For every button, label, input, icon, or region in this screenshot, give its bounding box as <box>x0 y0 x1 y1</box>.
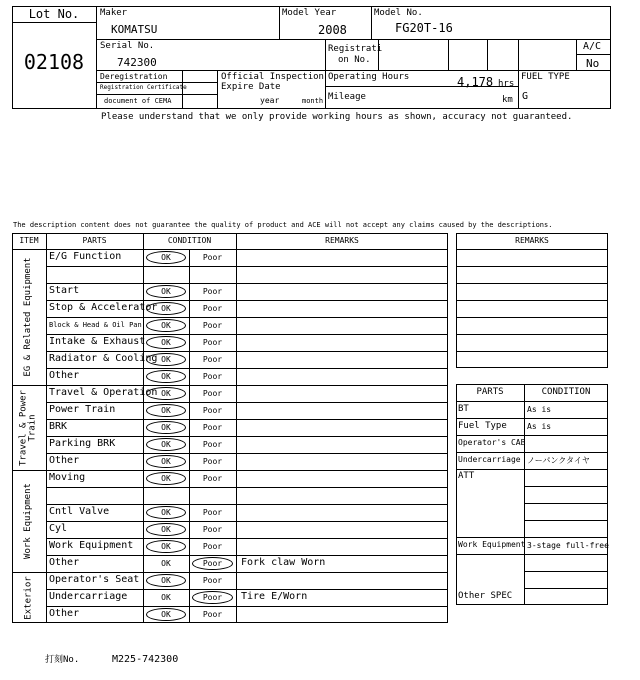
ok-option[interactable]: OK <box>161 525 171 534</box>
ok-option[interactable]: OK <box>161 304 171 313</box>
side-part-condition: ノーパンクタイヤ <box>527 456 590 465</box>
registration-label-2: on No. <box>338 55 371 65</box>
poor-option[interactable]: Poor <box>202 355 223 364</box>
poor-option[interactable]: Poor <box>202 338 223 347</box>
poor-option[interactable]: Poor <box>202 321 223 330</box>
part-name: Undercarriage <box>49 591 128 602</box>
side-remarks-header: REMARKS <box>515 236 549 245</box>
km-unit: km <box>502 95 513 105</box>
selected-circle <box>146 251 186 264</box>
part-name: Block & Head & Oil Pan <box>49 321 142 329</box>
side-part-condition: 3-stage full-free <box>527 541 609 550</box>
table-row <box>46 419 448 436</box>
ok-option[interactable]: OK <box>161 610 171 619</box>
selected-circle <box>146 285 186 298</box>
selected-circle <box>146 353 186 366</box>
selected-circle <box>146 523 186 536</box>
poor-option[interactable]: Poor <box>202 440 223 449</box>
registration-cert-label: Registration Certificate <box>100 84 187 91</box>
part-name: Power Train <box>49 404 116 415</box>
side-part-name: Fuel Type <box>458 421 507 431</box>
table-row <box>46 283 448 300</box>
selected-circle <box>192 557 233 570</box>
selected-circle <box>146 506 186 519</box>
ok-option[interactable]: OK <box>161 593 171 602</box>
table-row <box>46 606 448 623</box>
poor-option[interactable]: Poor <box>202 525 223 534</box>
ok-option[interactable]: OK <box>161 440 171 449</box>
group-label: Work Equipment <box>23 483 33 559</box>
table-row <box>46 266 448 283</box>
part-name: Work Equipment <box>49 540 134 551</box>
selected-circle <box>146 472 186 485</box>
ok-option[interactable]: OK <box>161 406 171 415</box>
poor-option[interactable]: Poor <box>202 508 223 517</box>
inspection-label-2: Expire Date <box>221 82 281 92</box>
ac-label: A/C <box>583 41 602 52</box>
ok-option[interactable]: OK <box>161 576 171 585</box>
side-part-name: BT <box>458 404 469 414</box>
ok-option[interactable]: OK <box>161 355 171 364</box>
part-name: Radiator & Cooling <box>49 353 158 364</box>
maker-label: Maker <box>100 8 128 18</box>
selected-circle <box>146 455 186 468</box>
table-row <box>46 453 448 470</box>
ok-option[interactable]: OK <box>161 253 171 262</box>
table-row <box>46 470 448 487</box>
table-row <box>46 521 448 538</box>
serial-label: Serial No. <box>100 41 155 51</box>
model-year-label: Model Year <box>282 8 337 18</box>
hrs-unit: hrs <box>498 79 515 89</box>
poor-option[interactable]: Poor <box>202 287 223 296</box>
ok-option[interactable]: OK <box>161 559 171 568</box>
poor-option[interactable]: Poor <box>202 253 223 262</box>
ok-option[interactable]: OK <box>161 287 171 296</box>
poor-option[interactable]: Poor <box>202 406 223 415</box>
part-name: Cntl Valve <box>49 506 110 517</box>
part-name: Parking BRK <box>49 438 116 449</box>
poor-option[interactable]: Poor <box>202 559 223 568</box>
selected-circle <box>146 421 186 434</box>
ok-option[interactable]: OK <box>161 338 171 347</box>
selected-circle <box>146 336 186 349</box>
poor-option[interactable]: Poor <box>202 542 223 551</box>
model-no-label: Model No. <box>374 8 423 18</box>
side-part-name: Other SPEC <box>458 591 513 601</box>
group-label: EG & Related Equipment <box>23 257 33 377</box>
part-name: E/G Function <box>49 251 122 262</box>
selected-circle <box>146 608 186 621</box>
table-row <box>46 487 448 504</box>
model-year-value: 2008 <box>318 23 347 37</box>
model-no-value: FG20T-16 <box>395 21 453 35</box>
selected-circle <box>146 387 186 400</box>
hours-notice: Please understand that we only provide working hours as shown, accuracy not guaranteed. <box>101 112 573 122</box>
ok-option[interactable]: OK <box>161 542 171 551</box>
part-name: Other <box>49 608 80 619</box>
side-part-condition: As is <box>527 422 552 431</box>
side-part-name: ATT <box>458 471 475 481</box>
selected-circle <box>146 574 186 587</box>
side-part-condition: As is <box>527 405 552 414</box>
part-name: Operator's Seat <box>49 574 140 585</box>
ok-option[interactable]: OK <box>161 389 171 398</box>
poor-option[interactable]: Poor <box>202 576 223 585</box>
ok-option[interactable]: OK <box>161 457 171 466</box>
part-name: Start <box>49 285 80 296</box>
poor-option[interactable]: Poor <box>202 457 223 466</box>
disclaimer: The description content does not guarantee the quality of product and ACE will not accept any claims caused by the descriptions. <box>13 221 553 229</box>
selected-circle <box>146 319 186 332</box>
fuel-type-label: FUEL TYPE <box>521 72 570 82</box>
poor-option[interactable]: Poor <box>202 610 223 619</box>
side-part-name: Undercarriage <box>458 455 521 464</box>
selected-circle <box>192 591 233 604</box>
selected-circle <box>146 404 186 417</box>
maker-value: KOMATSU <box>111 23 158 36</box>
poor-option[interactable]: Poor <box>202 593 223 602</box>
year-label: year <box>260 96 280 105</box>
part-name: Other <box>49 557 80 568</box>
side-part-name: Operator's CAB <box>458 438 526 447</box>
poor-option[interactable]: Poor <box>202 304 223 313</box>
ok-option[interactable]: OK <box>161 321 171 330</box>
stamp-value: M225-742300 <box>112 654 179 665</box>
selected-circle <box>146 302 186 315</box>
part-name: BRK <box>49 421 68 432</box>
part-name: Travel & Operation <box>49 387 158 398</box>
selected-circle <box>146 438 186 451</box>
poor-option[interactable]: Poor <box>202 372 223 381</box>
ok-option[interactable]: OK <box>161 372 171 381</box>
side-condition-header: CONDITION <box>541 387 591 397</box>
part-name: Other <box>49 370 80 381</box>
mileage-label: Mileage <box>328 92 366 102</box>
inspection-label-1: Official Inspection <box>221 72 324 82</box>
serial-value: 742300 <box>117 56 157 69</box>
remark-text: Tire E/Worn <box>241 591 308 602</box>
cema-label: document of CEMA <box>104 97 172 105</box>
operating-hours-label: Operating Hours <box>328 72 410 82</box>
month-label: month <box>302 97 324 105</box>
poor-option[interactable]: Poor <box>202 474 223 483</box>
header-remarks: REMARKS <box>325 236 359 245</box>
group-label: Travel & Power Train <box>18 389 37 466</box>
deregistration-label: Deregistration <box>100 72 168 81</box>
poor-option[interactable]: Poor <box>202 389 223 398</box>
selected-circle <box>146 540 186 553</box>
registration-label-1: Registrati <box>328 44 383 54</box>
part-name: Intake & Exhaust <box>49 336 146 347</box>
part-name: Cyl <box>49 523 68 534</box>
selected-circle <box>146 370 186 383</box>
lot-label: Lot No. <box>28 7 80 21</box>
side-parts-header: PARTS <box>476 387 504 397</box>
stamp-label: 打刻No. <box>45 655 80 665</box>
ok-option[interactable]: OK <box>161 508 171 517</box>
side-part-name: Work Equipment <box>458 540 526 549</box>
header-parts: PARTS <box>82 236 107 245</box>
header-item: ITEM <box>19 236 39 245</box>
table-row <box>46 368 448 385</box>
header-condition: CONDITION <box>167 236 212 245</box>
ok-option[interactable]: OK <box>161 423 171 432</box>
ac-value: No <box>586 57 600 70</box>
ok-option[interactable]: OK <box>161 474 171 483</box>
remark-text: Fork claw Worn <box>241 557 326 568</box>
poor-option[interactable]: Poor <box>202 423 223 432</box>
fuel-type-value: G <box>522 91 529 102</box>
operating-hours-value: 4,178 <box>457 75 494 89</box>
part-name: Other <box>49 455 80 466</box>
lot-number: 02108 <box>23 50 85 74</box>
group-label: Exterior <box>23 575 33 620</box>
part-name: Moving <box>49 472 86 483</box>
part-name: Stop & Accelerator <box>49 302 158 313</box>
